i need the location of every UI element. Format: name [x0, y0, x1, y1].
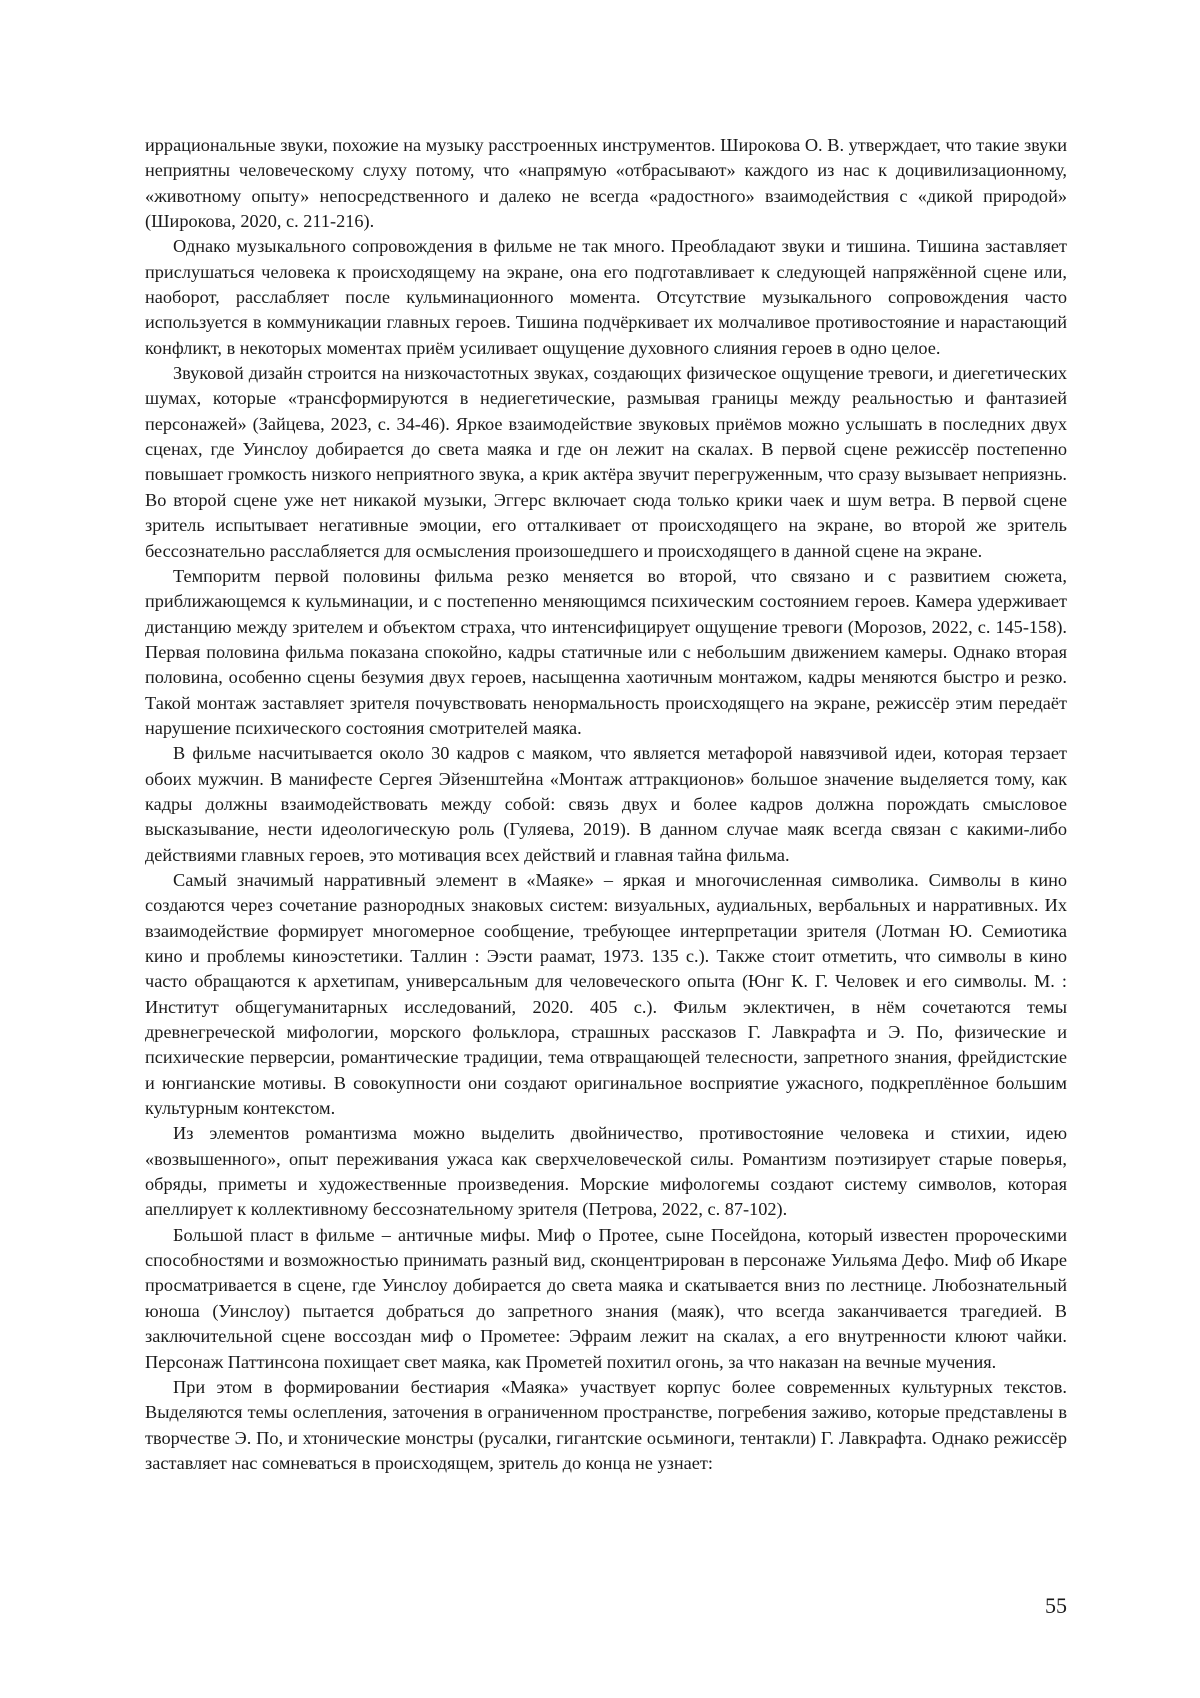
paragraph-4: Темпоритм первой половины фильма резко меняется во второй, что связано и с развитием сюжета, приближающемся к кульминации, и с постепенно меняющимся психическим состоянием героев. Камера удерживает дистанцию между зрителем и объектом страха, что интенсифицирует ощущение тревоги (Морозов, 2022, с. 145-158). Первая половина фильма показана спокойно, кадры статичные или с небольшим движением камеры. Однако вторая половина, особенно сцены безумия двух героев, насыщенна хаотичным монтажом, кадры меняются быстро и резко. Такой монтаж заставляет зрителя почувствовать ненормальность происходящего на экране, режиссёр этим передаёт нарушение психического состояния смотрителей маяка.: [145, 565, 1067, 738]
page-body: [145, 133, 1067, 1476]
paragraph-9: При этом в формировании бестиария «Маяка» участвует корпус более современных культурных текстов. Выделяются темы ослепления, заточения в ограниченном пространстве, погребения заживо, которые представлены в творчестве Э. По, и хтонические монстры (русалки, гигантские осьминоги, тентакли) Г. Лавкрафта. Однако режиссёр заставляет нас сомневаться в происходящем, зритель до конца не узнает:: [145, 1376, 1067, 1473]
paragraph-6: Самый значимый нарративный элемент в «Маяке» – яркая и многочисленная символика. Символы в кино создаются через сочетание разнородных знаковых систем: визуальных, аудиальных, вербальных и нарративных. Их взаимодействие формирует многомерное сообщение, требующее интерпретации зрителя (Лотман Ю. Семиотика кино и проблемы киноэстетики. Таллин : Ээсти раамат, 1973. 135 с.). Также стоит отметить, что символы в кино часто обращаются к архетипам, универсальным для человеческого опыта (Юнг К. Г. Человек и его символы. М. : Институт общегуманитарных исследований, 2020. 405 с.). Фильм эклектичен, в нём сочетаются темы древнегреческой мифологии, морского фольклора, страшных рассказов Г. Лавкрафта и Э. По, физические и психические перверсии, романтические традиции, тема отвращающей телесности, запретного знания, фрейдистские и юнгианские мотивы. В совокупности они создают оригинальное восприятие ужасного, подкреплённое большим культурным контекстом.: [145, 869, 1067, 1119]
paragraph-7: Из элементов романтизма можно выделить двойничество, противостояние человека и стихии, идею «возвышенного», опыт переживания ужаса как сверхчеловеческой силы. Романтизм поэтизирует старые поверья, обряды, приметы и художественные произведения. Морские мифологемы создают систему символов, которая апеллирует к коллективному бессознательному зрителя (Петрова, 2022, с. 87-102).: [145, 1123, 1067, 1220]
paragraph-8: Большой пласт в фильме – античные мифы. Миф о Протее, сыне Посейдона, который известен пророческими способностями и возможностью принимать разный вид, сконцентрирован в персонаже Уильяма Дефо. Миф об Икаре просматривается в сцене, где Уинслоу добирается до света маяка и скатывается вниз по лестнице. Любознательный юноша (Уинслоу) пытается добраться до запретного знания (маяк), что всегда заканчивается трагедией. В заключительной сцене воссоздан миф о Прометее: Эфраим лежит на скалах, а его внутренности клюют чайки. Персонаж Паттинсона похищает свет маяка, как Прометей похитил огонь, за что наказан на вечные мучения.: [145, 1224, 1067, 1372]
page-number: 55: [1045, 1593, 1067, 1618]
paragraph-5: В фильме насчитывается около 30 кадров с маяком, что является метафорой навязчивой идеи, которая терзает обоих мужчин. В манифесте Сергея Эйзенштейна «Монтаж аттракционов» большое значение выделяется тому, как кадры должны взаимодействовать между собой: связь двух и более кадров должна порождать смысловое высказывание, нести идеологическую роль (Гуляева, 2019). В данном случае маяк всегда связан с какими-либо действиями главных героев, это мотивация всех действий и главная тайна фильма.: [145, 743, 1067, 865]
paragraph-2: Однако музыкального сопровождения в фильме не так много. Преобладают звуки и тишина. Тишина заставляет прислушаться человека к происходящему на экране, она его подготавливает к следующей напряжённой сцене или, наоборот, расслабляет после кульминационного момента. Отсутствие музыкального сопровождения часто используется в коммуникации главных героев. Тишина подчёркивает их молчаливое противостояние и нарастающий конфликт, в некоторых моментах приём усиливает ощущение духовного слияния героев в одно целое.: [145, 236, 1067, 358]
paragraph-3: Звуковой дизайн строится на низкочастотных звуках, создающих физическое ощущение тревоги, и диегетических шумах, которые «трансформируются в недиегетические, размывая границы между реальностью и фантазией персонажей» (Зайцева, 2023, с. 34-46). Яркое взаимодействие звуковых приёмов можно услышать в последних двух сценах, где Уинслоу добирается до света маяка и где он лежит на скалах. В первой сцене режиссёр постепенно повышает громкость низкого неприятного звука, а крик актёра звучит перегруженным, что сразу вызывает неприязнь. Во второй сцене уже нет никакой музыки, Эггерс включает сюда только крики чаек и шум ветра. В первой сцене зритель испытывает негативные эмоции, его отталкивает от происходящего на экране, во второй же зритель бессознательно расслабляется для осмысления произошедшего и происходящего в данной сцене на экране.: [145, 363, 1067, 561]
paragraph-1: иррациональные звуки, похожие на музыку расстроенных инструментов. Широкова О. В. утверждает, что такие звуки неприятны человеческому слуху потому, что «напрямую «отбрасывают» каждого из нас к доцивилизационному, «животному опыту» непосредственного и далеко не всегда «радостного» взаимодействия с «дикой природой» (Широкова, 2020, с. 211-216).: [145, 135, 1067, 232]
